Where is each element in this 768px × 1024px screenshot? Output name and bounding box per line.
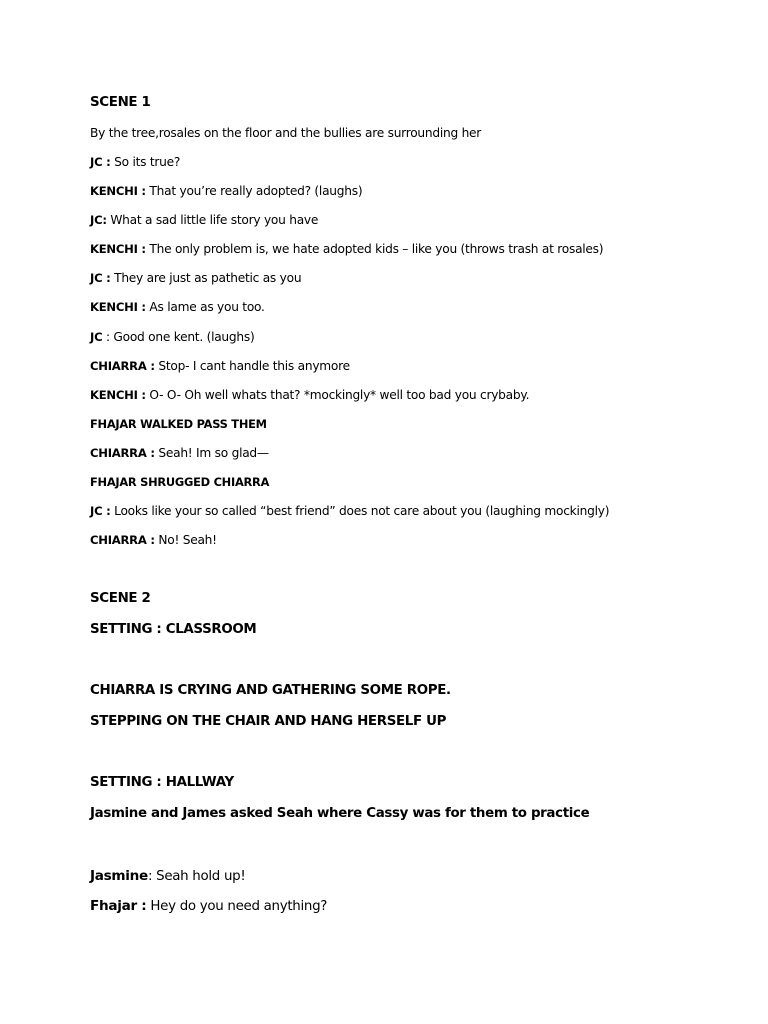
dialogue-line xyxy=(90,867,245,886)
speaker-name: KENCHI : xyxy=(90,388,146,402)
scene-1-heading: SCENE 1 xyxy=(90,95,151,110)
dialogue-text: Hey do you need anything? xyxy=(146,899,328,914)
stage-direction: CHIARRA IS CRYING AND GATHERING SOME ROPE. xyxy=(90,683,451,698)
speaker-name: Jasmine xyxy=(90,868,148,884)
dialogue-text: They are just as pathetic as you xyxy=(110,271,302,285)
speaker-name: JC xyxy=(90,330,103,344)
dialogue-line xyxy=(90,387,529,403)
dialogue-line xyxy=(90,897,327,916)
dialogue-text: What a sad little life story you have xyxy=(106,213,319,227)
dialogue-line xyxy=(90,329,254,345)
dialogue-line xyxy=(90,154,180,170)
speaker-name: JC: xyxy=(90,213,107,227)
speaker-name: Fhajar : xyxy=(90,898,147,914)
stage-direction: FHAJAR WALKED PASS THEM xyxy=(90,417,267,431)
dialogue-text: The only problem is, we hate adopted kids – like you (throws trash at rosales) xyxy=(145,242,604,256)
speaker-name: KENCHI : xyxy=(90,242,146,256)
dialogue-text: No! Seah! xyxy=(154,533,217,547)
stage-direction: STEPPING ON THE CHAIR AND HANG HERSELF UP xyxy=(90,714,447,729)
speaker-name: KENCHI : xyxy=(90,184,146,198)
setting-hallway: SETTING : HALLWAY xyxy=(90,775,234,790)
speaker-name: JC : xyxy=(90,155,111,169)
dialogue-text: So its true? xyxy=(110,155,181,169)
dialogue-line xyxy=(90,241,603,257)
dialogue-text: : Good one kent. (laughs) xyxy=(102,330,255,344)
dialogue-text: O- O- Oh well whats that? *mockingly* well too bad you crybaby. xyxy=(145,388,530,402)
dialogue-text: : Seah hold up! xyxy=(147,869,246,884)
dialogue-line xyxy=(90,445,269,461)
dialogue-text: Seah! Im so glad— xyxy=(154,446,269,460)
dialogue-text: As lame as you too. xyxy=(145,300,265,314)
scene-1-direction: By the tree,rosales on the floor and the bullies are surrounding her xyxy=(90,126,482,140)
dialogue-text: That you’re really adopted? (laughs) xyxy=(145,184,363,198)
scene-2-heading: SCENE 2 xyxy=(90,591,151,606)
dialogue-text: Stop- I cant handle this anymore xyxy=(154,359,350,373)
speaker-name: CHIARRA : xyxy=(90,446,155,460)
dialogue-text: Looks like your so called “best friend” does not care about you (laughing mockingly) xyxy=(110,504,610,518)
speaker-name: KENCHI : xyxy=(90,300,146,314)
dialogue-line xyxy=(90,183,362,199)
speaker-name: JC : xyxy=(90,504,111,518)
dialogue-line xyxy=(90,212,318,228)
setting-classroom: SETTING : CLASSROOM xyxy=(90,622,257,637)
speaker-name: CHIARRA : xyxy=(90,359,155,373)
speaker-name: CHIARRA : xyxy=(90,533,155,547)
dialogue-line xyxy=(90,270,301,286)
speaker-name: JC : xyxy=(90,271,111,285)
stage-direction: Jasmine and James asked Seah where Cassy was for them to practice xyxy=(90,806,590,821)
dialogue-line xyxy=(90,299,265,315)
stage-direction: FHAJAR SHRUGGED CHIARRA xyxy=(90,475,270,489)
dialogue-line xyxy=(90,503,609,519)
dialogue-line xyxy=(90,532,217,548)
dialogue-line xyxy=(90,358,350,374)
script-page xyxy=(90,0,730,1024)
